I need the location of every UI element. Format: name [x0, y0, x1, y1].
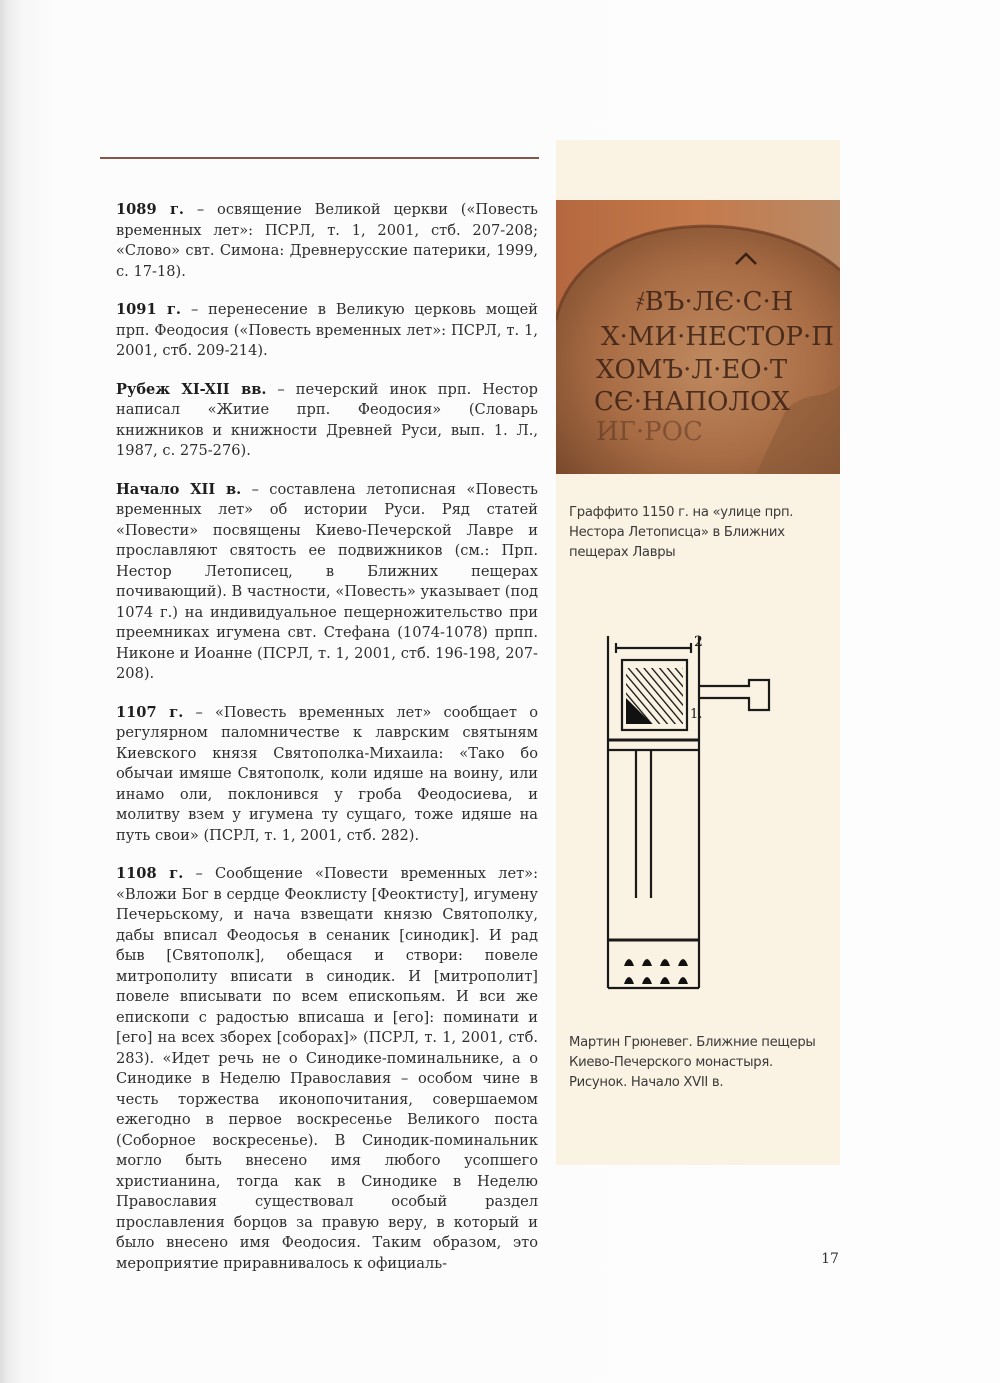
chronicle-entry	[116, 480, 538, 685]
drawing-label-1: 1.	[690, 707, 703, 722]
entry-text: – Сообщение «Повести временных лет»: «Вложи Бог в сердце Феоклисту [Феоктисту], игумену Печерьскому, и нача взвещати князю Святополку, дабы вписал Феодосья в сенаник [синодик]. И рад быв [Святополк], обещася и створи: повеле митрополиту вписати в синодик. И [митрополит] повеле вписывати по всем епископьям. И вси же епископи с радостью вписаша и [его]: поминати и [его] на всех зборех [соборах]» (ПСРЛ, т. 1, 2001, стб. 283). «Идет речь не о Синодике-поминальнике, а о Синодике в Неделю Православия – особом чине в честь торжества иконопочитания, совершаемом ежегодно в первое воскресенье Великого поста (Соборное воскресенье). В Синодик-поминальник могло быть внесено имя любого усопшего христианина, тогда как в Синодике в Неделю Православия существовал особый раздел прославления борцов за правую веру, в который и было внесено имя Феодосия. Таким образом, это мероприятие приравнивалось к официаль-	[116, 865, 538, 1272]
graffito-inscription-line: Х·МИ·НЕСТОР·П	[601, 322, 834, 352]
caves-drawing	[586, 628, 786, 1008]
header-rule	[100, 157, 539, 159]
graffito-inscription-line: ИГ·РОС	[596, 417, 703, 447]
chronicle-entry	[116, 864, 538, 1274]
entry-date: Рубеж XI-XII вв.	[116, 380, 267, 398]
entry-text: – освящение Великой церкви («Повесть временных лет»: ПСРЛ, т. 1, 2001, стб. 207-208; «Слово» свт. Симона: Древнерусские патерики, 1999, с. 17-18).	[116, 201, 538, 280]
drawing-caption: Мартин Грюневег. Ближние пещеры Киево-Печерского монастыря. Рисунок. Начало XVII в.	[569, 1035, 816, 1090]
entry-date: 1107 г.	[116, 703, 184, 721]
entry-text: – «Повесть временных лет» сообщает о регулярном паломничестве к лаврским святыням Киевского князя Святополка-Михаила: «Тако бо обычаи имяше Святополк, коли идяше на воину, или инамо оли, поклонився у гроба Феодосиева, и молитву взем у игумена ту сущаго, тоже идяше на путь свои» (ПСРЛ, т. 1, 2001, стб. 282).	[116, 703, 538, 844]
main-text	[116, 200, 538, 1292]
entry-date: Начало XII в.	[116, 480, 242, 498]
entry-date: 1108 г.	[116, 865, 184, 882]
entry-text: – составлена летописная «Повесть временных лет» об истории Руси. Ряд статей «Повести» посвящены Киево-Печерской Лавре и прославляют святость ее подвижников (см.: Прп. Нестор Летописец, в Ближних пещерах почивающий). В частности, «Повесть» указывает (под 1074 г.) на индивидуальное пещерножительство при преемниках игумена свт. Стефана (1074-1078) прпп. Никоне и Иоанне (ПСРЛ, т. 1, 2001, стб. 196-198, 207-208).	[116, 480, 538, 682]
entry-date: 1089 г.	[116, 201, 184, 218]
chronicle-entry	[116, 703, 538, 847]
graffito-inscription-line: СЄ·НАПОЛОХ	[594, 387, 790, 417]
entry-text: – печерский инок прп. Нестор написал «Житие прп. Феодосия» (Словарь книжников и книжности Древней Руси, вып. 1. Л., 1987, с. 275-276).	[116, 380, 538, 459]
entry-text: – перенесение в Великую церковь мощей прп. Феодосия («Повесть временных лет»: ПСРЛ, т. 1, 2001, стб. 209-214).	[116, 301, 538, 359]
entry-date: 1091 г.	[116, 301, 182, 318]
drawing-label-2: 2	[694, 634, 703, 650]
graffito-caption: Граффито 1150 г. на «улице прп. Нестора Летописца» в Ближних пещерах Лавры	[569, 505, 794, 560]
page-number: 17	[821, 1251, 839, 1267]
chronicle-entry	[116, 380, 538, 462]
chronicle-entry	[116, 300, 538, 362]
graffito-inscription-line: ХОМЪ·Л·ЕО·Т	[596, 355, 788, 385]
graffito-photo	[556, 200, 840, 474]
graffito-inscription-line: ҂ВЪ·ЛЄ·С·Н	[636, 287, 794, 317]
chronicle-entry	[116, 200, 538, 282]
